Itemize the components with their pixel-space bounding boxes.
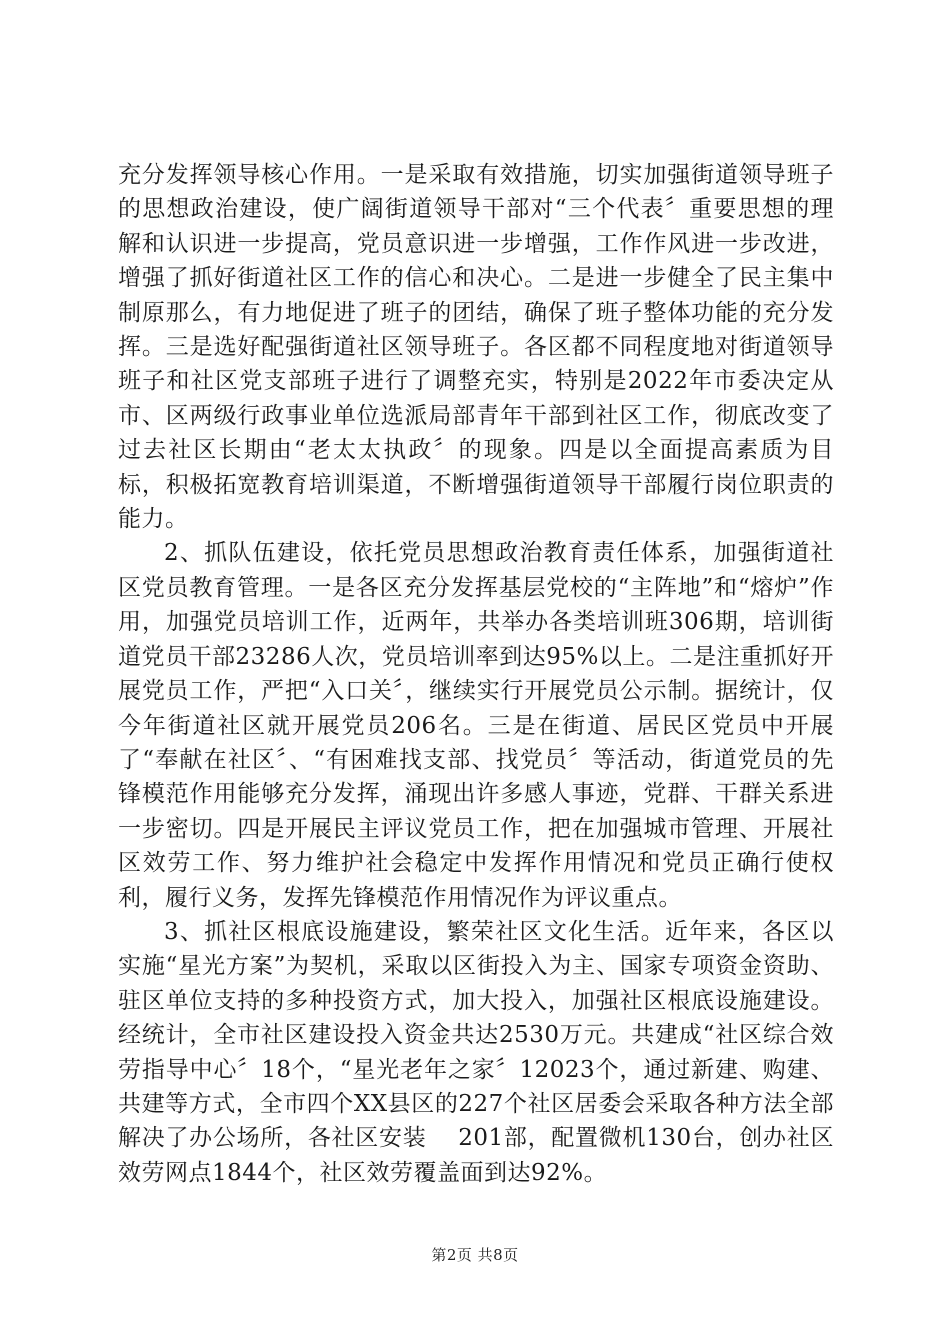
paragraph-2: 2、抓队伍建设，依托党员思想政治教育责任体系，加强街道社区党员教育管理。一是各区充分发挥基层党校的“主阵地”和“熔炉”作用，加强党员培训工作，近两年，共举办各类培训班306期，培训街道党员干部23286人次，党员培训率到达95%以上。二是注重抓好开展党员工作，严把“入口关〞，继续实行开展党员公示制。据统计，仅今年街道社区就开展党员206名。三是在街道、居民区党员中开展了“奉献在社区〞、“有困难找支部、找党员〞等活动，街道党员的先锋模范作用能够充分发挥，涌现出许多感人事迹，党群、干群关系进一步密切。四是开展民主评议党员工作，把在加强城市管理、开展社区效劳工作、努力维护社会稳定中发挥作用情况和党员正确行使权利，履行义务，发挥先锋模范作用情况作为评议重点。 xyxy=(118,540,834,911)
paragraph-3: 3、抓社区根底设施建设，繁荣社区文化生活。近年来，各区以实施“星光方案”为契机，采取以区街投入为主、国家专项资金资助、驻区单位支持的多种投资方式，加大投入，加强社区根底设施建设。经统计，全市社区建设投入资金共达2530万元。共建成“社区综合效劳指导中心〞18个，“星光老年之家〞12023个，通过新建、购建、共建等方式，全市四个XX县区的227个社区居委会采取各种方法全部解决了办公场所，各社区安装 201部，配置微机130台，创办社区效劳网点1844个，社区效劳覆盖面到达92%。 xyxy=(118,918,834,1186)
paragraph-1: 充分发挥领导核心作用。一是采取有效措施，切实加强街道领导班子的思想政治建设，使广阔街道领导干部对“三个代表〞重要思想的理解和认识进一步提高，党员意识进一步增强，工作作风进一步改进，增强了抓好街道社区工作的信心和决心。二是进一步健全了民主集中制原那么，有力地促进了班子的团结，确保了班子整体功能的充分发挥。三是选好配强街道社区领导班子。各区都不同程度地对街道领导班子和社区党支部班子进行了调整充实，特别是2022年市委决定从市、区两级行政事业单位选派局部青年干部到社区工作，彻底改变了过去社区长期由“老太太执政〞的现象。四是以全面提高素质为目标，积极拓宽教育培训渠道，不断增强街道领导干部履行岗位职责的能力。 xyxy=(118,162,834,533)
document-body xyxy=(118,158,834,1190)
page-footer: 第2页 共8页 xyxy=(431,1246,519,1264)
